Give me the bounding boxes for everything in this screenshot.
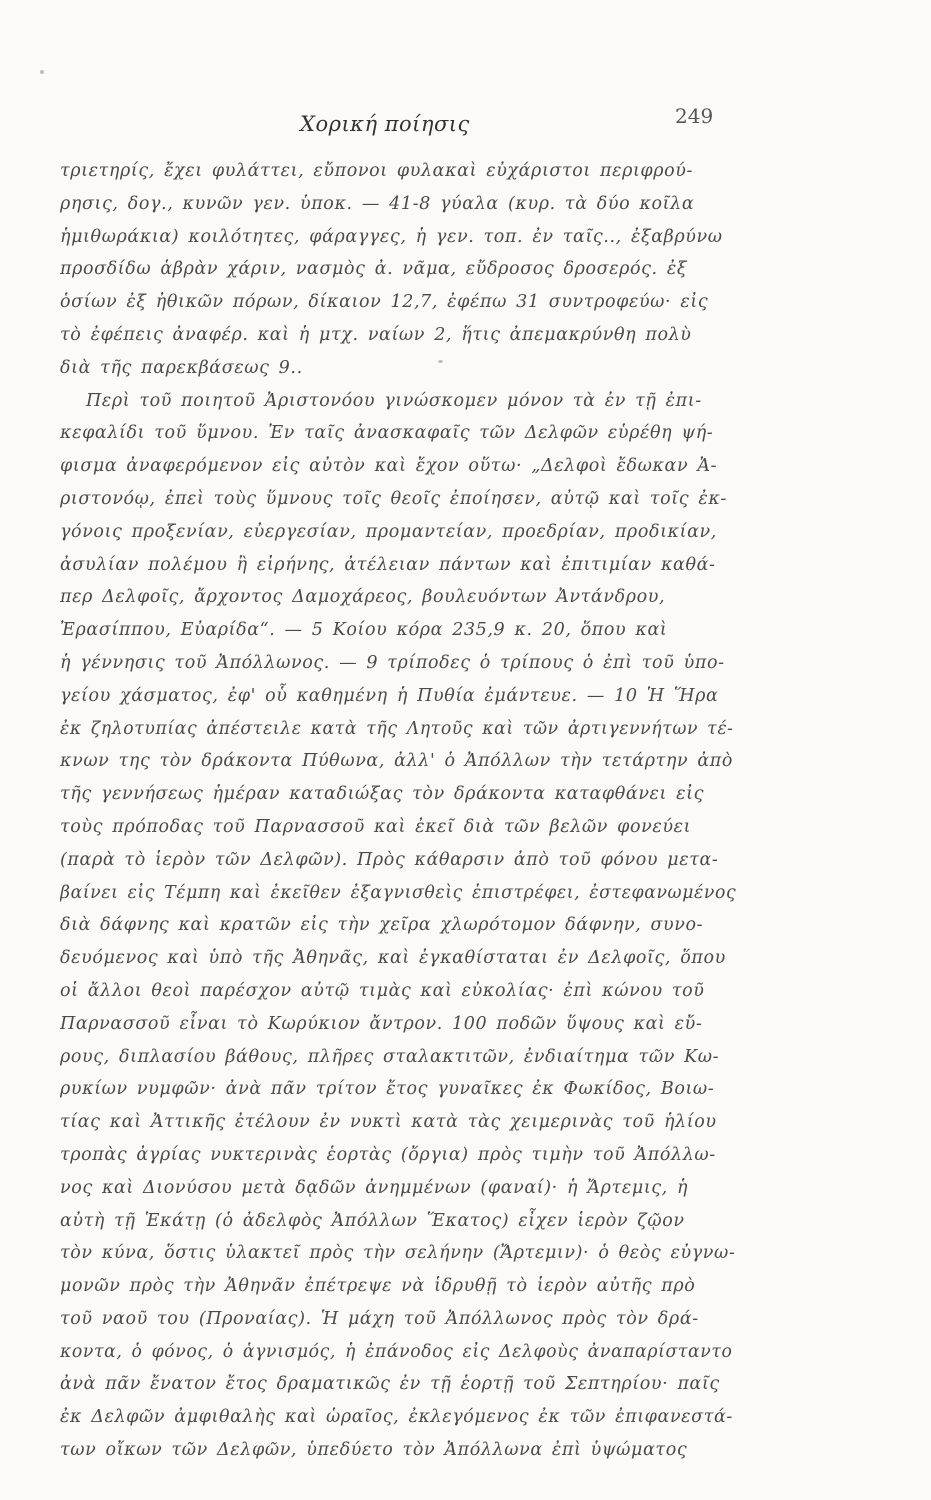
text-line: τῆς γεννήσεως ἡμέραν καταδιώξας τὸν δράκοντα καταφθάνει εἰς [60, 784, 705, 805]
paper-speck [40, 70, 44, 74]
text-line: κνων της τὸν δράκοντα Πύθωνα, ἀλλ' ὁ Ἀπόλλων τὴν τετάρτην ἀπὸ [60, 751, 734, 772]
text-line: τίας καὶ Ἀττικῆς ἐτέλουν ἐν νυκτὶ κατὰ τὰς χειμερινὰς τοῦ ἡλίου [60, 1112, 717, 1133]
body-text [60, 155, 740, 1467]
text-line: ρους, διπλασίου βάθους, πλῆρες σταλακτιτῶν, ἐνδιαίτημα τῶν Κω- [60, 1046, 720, 1067]
text-line: Περὶ τοῦ ποιητοῦ Ἀριστονόου γινώσκομεν μόνον τὰ ἐν τῇ ἐπι- [86, 390, 702, 411]
text-line: Ἐρασίππου, Εὐαρίδα“. — 5 Κοίου κόρα 235,9 κ. 20, ὅπου καὶ [60, 620, 668, 641]
text-line: γόνοις προξενίαν, εὐεργεσίαν, προμαντείαν, προεδρίαν, προδικίαν, [60, 521, 717, 542]
text-line: μονῶν πρὸς τὴν Ἀθηνᾶν ἐπέτρεψε νὰ ἱδρυθῇ τὸ ἱερὸν αὐτῆς πρὸ [60, 1276, 696, 1297]
text-line: ἐκ ζηλοτυπίας ἀπέστειλε κατὰ τῆς Λητοῦς καὶ τῶν ἀρτιγεννήτων τέ- [60, 718, 734, 739]
text-line: νος καὶ Διονύσου μετὰ δᾳδῶν ἀνημμένων (φαναί)· ἡ Ἄρτεμις, ἡ [60, 1177, 689, 1198]
text-line: βαίνει εἰς Τέμπη καὶ ἐκεῖθεν ἐξαγνισθεὶς ἐπιστρέφει, ἐστεφανωμένος [60, 882, 737, 903]
text-line: οἱ ἄλλοι θεοὶ παρέσχον αὐτῷ τιμὰς καὶ εὐκολίας· ἐπὶ κώνου τοῦ [60, 980, 705, 1001]
text-line: ἀνὰ πᾶν ἔνατον ἔτος δραματικῶς ἐν τῇ ἑορτῇ τοῦ Σεπτηρίου· παῖς [60, 1374, 720, 1395]
page-number: 249 [675, 104, 714, 128]
running-title: Χορική ποίησις [300, 112, 470, 136]
text-line: αὐτὴ τῇ Ἑκάτῃ (ὁ ἀδελφὸς Ἀπόλλων Ἕκατος) εἶχεν ἱερὸν ζῷον [60, 1210, 685, 1231]
text-line: τριετηρίς, ἔχει φυλάττει, εὔπονοι φυλακαὶ εὐχάριστοι περιφρού- [60, 161, 694, 181]
text-line: τοῦ ναοῦ του (Προναίας). Ἡ μάχη τοῦ Ἀπόλλωνος πρὸς τὸν δρά- [60, 1308, 699, 1329]
text-line: ὁσίων ἐξ ἠθικῶν πόρων, δίκαιον 12,7, ἐφέπω 31 συντροφεύω· εἰς [60, 292, 709, 313]
text-line: τὸν κύνα, ὅστις ὑλακτεῖ πρὸς τὴν σελήνην (Ἄρτεμιν)· ὁ θεὸς εὐγνω- [60, 1243, 736, 1264]
text-line: ἀσυλίαν πολέμου ἢ εἰρήνης, ἀτέλειαν πάντων καὶ ἐπιτιμίαν καθά- [60, 554, 716, 575]
text-line: διὰ τῆς παρεκβάσεως 9.. [60, 357, 303, 378]
text-line: ἡ γέννησις τοῦ Ἀπόλλωνος. — 9 τρίποδες ὁ τρίπους ὁ ἐπὶ τοῦ ὑπο- [60, 652, 725, 673]
text-line: κοντα, ὁ φόνος, ὁ ἁγνισμός, ἡ ἐπάνοδος εἰς Δελφοὺς ἀναπαρίσταντο [60, 1341, 733, 1362]
text-line: τοὺς πρόποδας τοῦ Παρνασσοῦ καὶ ἐκεῖ διὰ τῶν βελῶν φονεύει [60, 816, 692, 837]
running-head [60, 104, 760, 144]
text-line: δευόμενος καὶ ὑπὸ τῆς Ἀθηνᾶς, καὶ ἐγκαθίσταται ἐν Δελφοῖς, ὅπου [60, 948, 726, 969]
text-line: προσδίδω ἁβρὰν χάριν, νασμὸς ἀ. νᾶμα, εὔδροσος δροσερός. ἐξ [60, 259, 688, 280]
text-line: ριστονόῳ, ἐπεὶ τοὺς ὕμνους τοῖς θεοῖς ἐποίησεν, αὐτῷ καὶ τοῖς ἐκ- [60, 488, 727, 509]
text-line: ρησις, δογ., κυνῶν γεν. ὑποκ. — 41-8 γύαλα (κυρ. τὰ δύο κοῖλα [60, 193, 695, 214]
text-line: φισμα ἀναφερόμενον εἰς αὐτὸν καὶ ἔχον οὕτω· „Δελφοὶ ἔδωκαν Ἀ- [60, 456, 718, 477]
text-line: ρυκίων νυμφῶν· ἀνὰ πᾶν τρίτον ἔτος γυναῖκες ἐκ Φωκίδος, Βοιω- [60, 1079, 715, 1100]
text-line: ἐκ Δελφῶν ἀμφιθαλὴς καὶ ὡραῖος, ἐκλεγόμενος ἐκ τῶν ἐπιφανεστά- [60, 1407, 733, 1428]
text-line: τροπὰς ἀγρίας νυκτερινὰς ἑορτὰς (ὄργια) πρὸς τιμὴν τοῦ Ἀπόλλω- [60, 1144, 716, 1165]
text-line: (παρὰ τὸ ἱερὸν τῶν Δελφῶν). Πρὸς κάθαρσιν ἀπὸ τοῦ φόνου μετα- [60, 849, 719, 870]
text-line: κεφαλίδι τοῦ ὕμνου. Ἐν ταῖς ἀνασκαφαῖς τῶν Δελφῶν εὑρέθη ψή- [60, 423, 714, 444]
text-line: των οἴκων τῶν Δελφῶν, ὑπεδύετο τὸν Ἀπόλλωνα ἐπὶ ὑψώματος [60, 1440, 688, 1461]
text-line: τὸ ἐφέπεις ἀναφέρ. καὶ ἡ μτχ. ναίων 2, ἥτις ἀπεμακρύνθη πολὺ [60, 324, 692, 345]
text-line: διὰ δάφνης καὶ κρατῶν εἰς τὴν χεῖρα χλωρότομον δάφνην, συνο- [60, 915, 704, 936]
text-line: γείου χάσματος, ἐφ' οὗ καθημένη ἡ Πυθία ἐμάντευε. — 10 Ἡ Ἥρα [60, 685, 719, 706]
text-line: περ Δελφοῖς, ἄρχοντος Δαμοχάρεος, βουλευόντων Ἀντάνδρου, [60, 587, 666, 608]
text-line: ἡμιθωράκια) κοιλότητες, φάραγγες, ἡ γεν. τοπ. ἐν ταῖς.., ἐξαβρύνω [60, 226, 723, 247]
text-line: Παρνασσοῦ εἶναι τὸ Κωρύκιον ἄντρον. 100 ποδῶν ὕψους καὶ εὔ- [60, 1013, 703, 1034]
